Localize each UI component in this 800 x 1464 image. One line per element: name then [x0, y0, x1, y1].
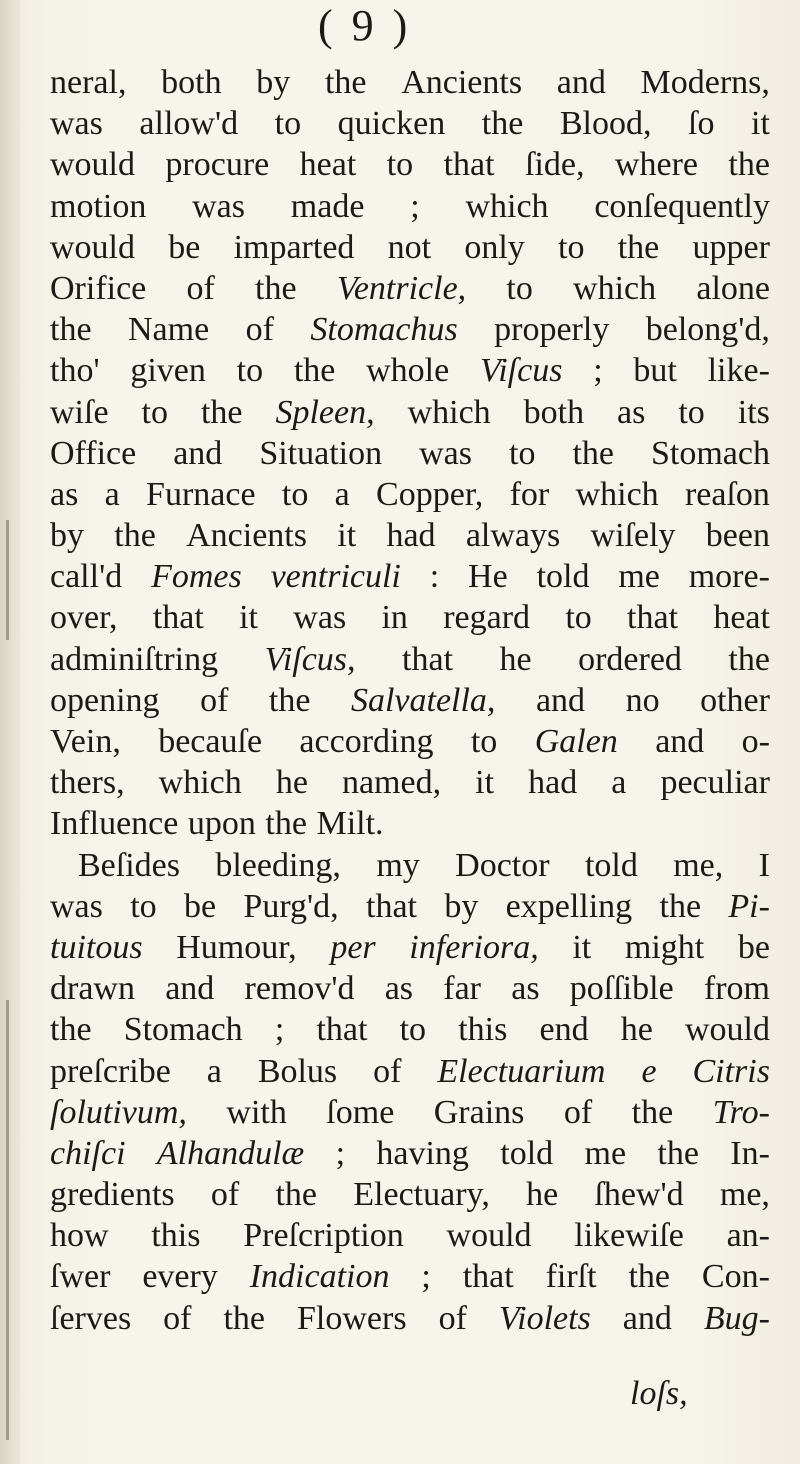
- text-line: chiſci Alhandulæ ; having told me the In-: [50, 1134, 770, 1172]
- text-line: would be imparted not only to the upper: [50, 228, 770, 266]
- text-line: preſcribe a Bolus of Electuarium e Citris: [50, 1052, 770, 1090]
- text-line: thers, which he named, it had a peculiar: [50, 764, 770, 802]
- text-line: would procure heat to that ſide, where the: [50, 146, 770, 184]
- page-number: ( 9 ): [318, 1, 412, 50]
- body-text: [50, 62, 770, 1339]
- text-line: wiſe to the Spleen, which both as to its: [50, 393, 770, 431]
- text-line: was to be Purg'd, that by expelling the Pi-: [50, 887, 770, 925]
- text-line: neral, both by the Ancients and Moderns,: [50, 64, 770, 101]
- text-line: how this Preſcription would likewiſe an-: [50, 1217, 770, 1255]
- text-line: Office and Situation was to the Stomach: [50, 434, 770, 472]
- text-line: was allow'd to quicken the Blood, ſo it: [50, 105, 770, 143]
- text-line: ſerves of the Flowers of Violets and Bug-: [50, 1299, 770, 1337]
- gutter-mark: [6, 520, 9, 640]
- text-line: gredients of the Electuary, he ſhew'd me,: [50, 1176, 770, 1214]
- text-line: motion was made ; which conſequently: [50, 187, 770, 225]
- text-line: opening of the Salvatella, and no other: [50, 681, 770, 719]
- catchword: loſs,: [630, 1375, 688, 1412]
- text-line: ſolutivum, with ſome Grains of the Tro-: [50, 1093, 770, 1131]
- text-line: ſwer every Indication ; that firſt the Con-: [50, 1258, 770, 1296]
- text-line: call'd Fomes ventriculi : He told me more-: [50, 558, 770, 596]
- text-line: over, that it was in regard to that heat: [50, 599, 770, 637]
- text-line: Orifice of the Ventricle, to which alone: [50, 269, 770, 307]
- text-line: adminiſtring Viſcus, that he ordered the: [50, 640, 770, 678]
- text-line: drawn and remov'd as far as poſſible from: [50, 970, 770, 1008]
- text-line: tho' given to the whole Viſcus ; but like-: [50, 352, 770, 390]
- text-line: Vein, becauſe according to Galen and o-: [50, 723, 770, 760]
- text-line: tuitous Humour, per inferiora, it might be: [50, 928, 770, 966]
- text-line: the Stomach ; that to this end he would: [50, 1011, 770, 1049]
- text-line: by the Ancients it had always wiſely been: [50, 517, 770, 555]
- text-line: the Name of Stomachus properly belong'd,: [50, 311, 770, 349]
- text-line: Influence upon the Milt.: [50, 805, 384, 843]
- page-gutter: [0, 0, 20, 1464]
- text-line: Beſides bleeding, my Doctor told me, I: [78, 846, 770, 884]
- gutter-mark: [6, 1000, 9, 1440]
- text-line: as a Furnace to a Copper, for which reaſon: [50, 475, 770, 513]
